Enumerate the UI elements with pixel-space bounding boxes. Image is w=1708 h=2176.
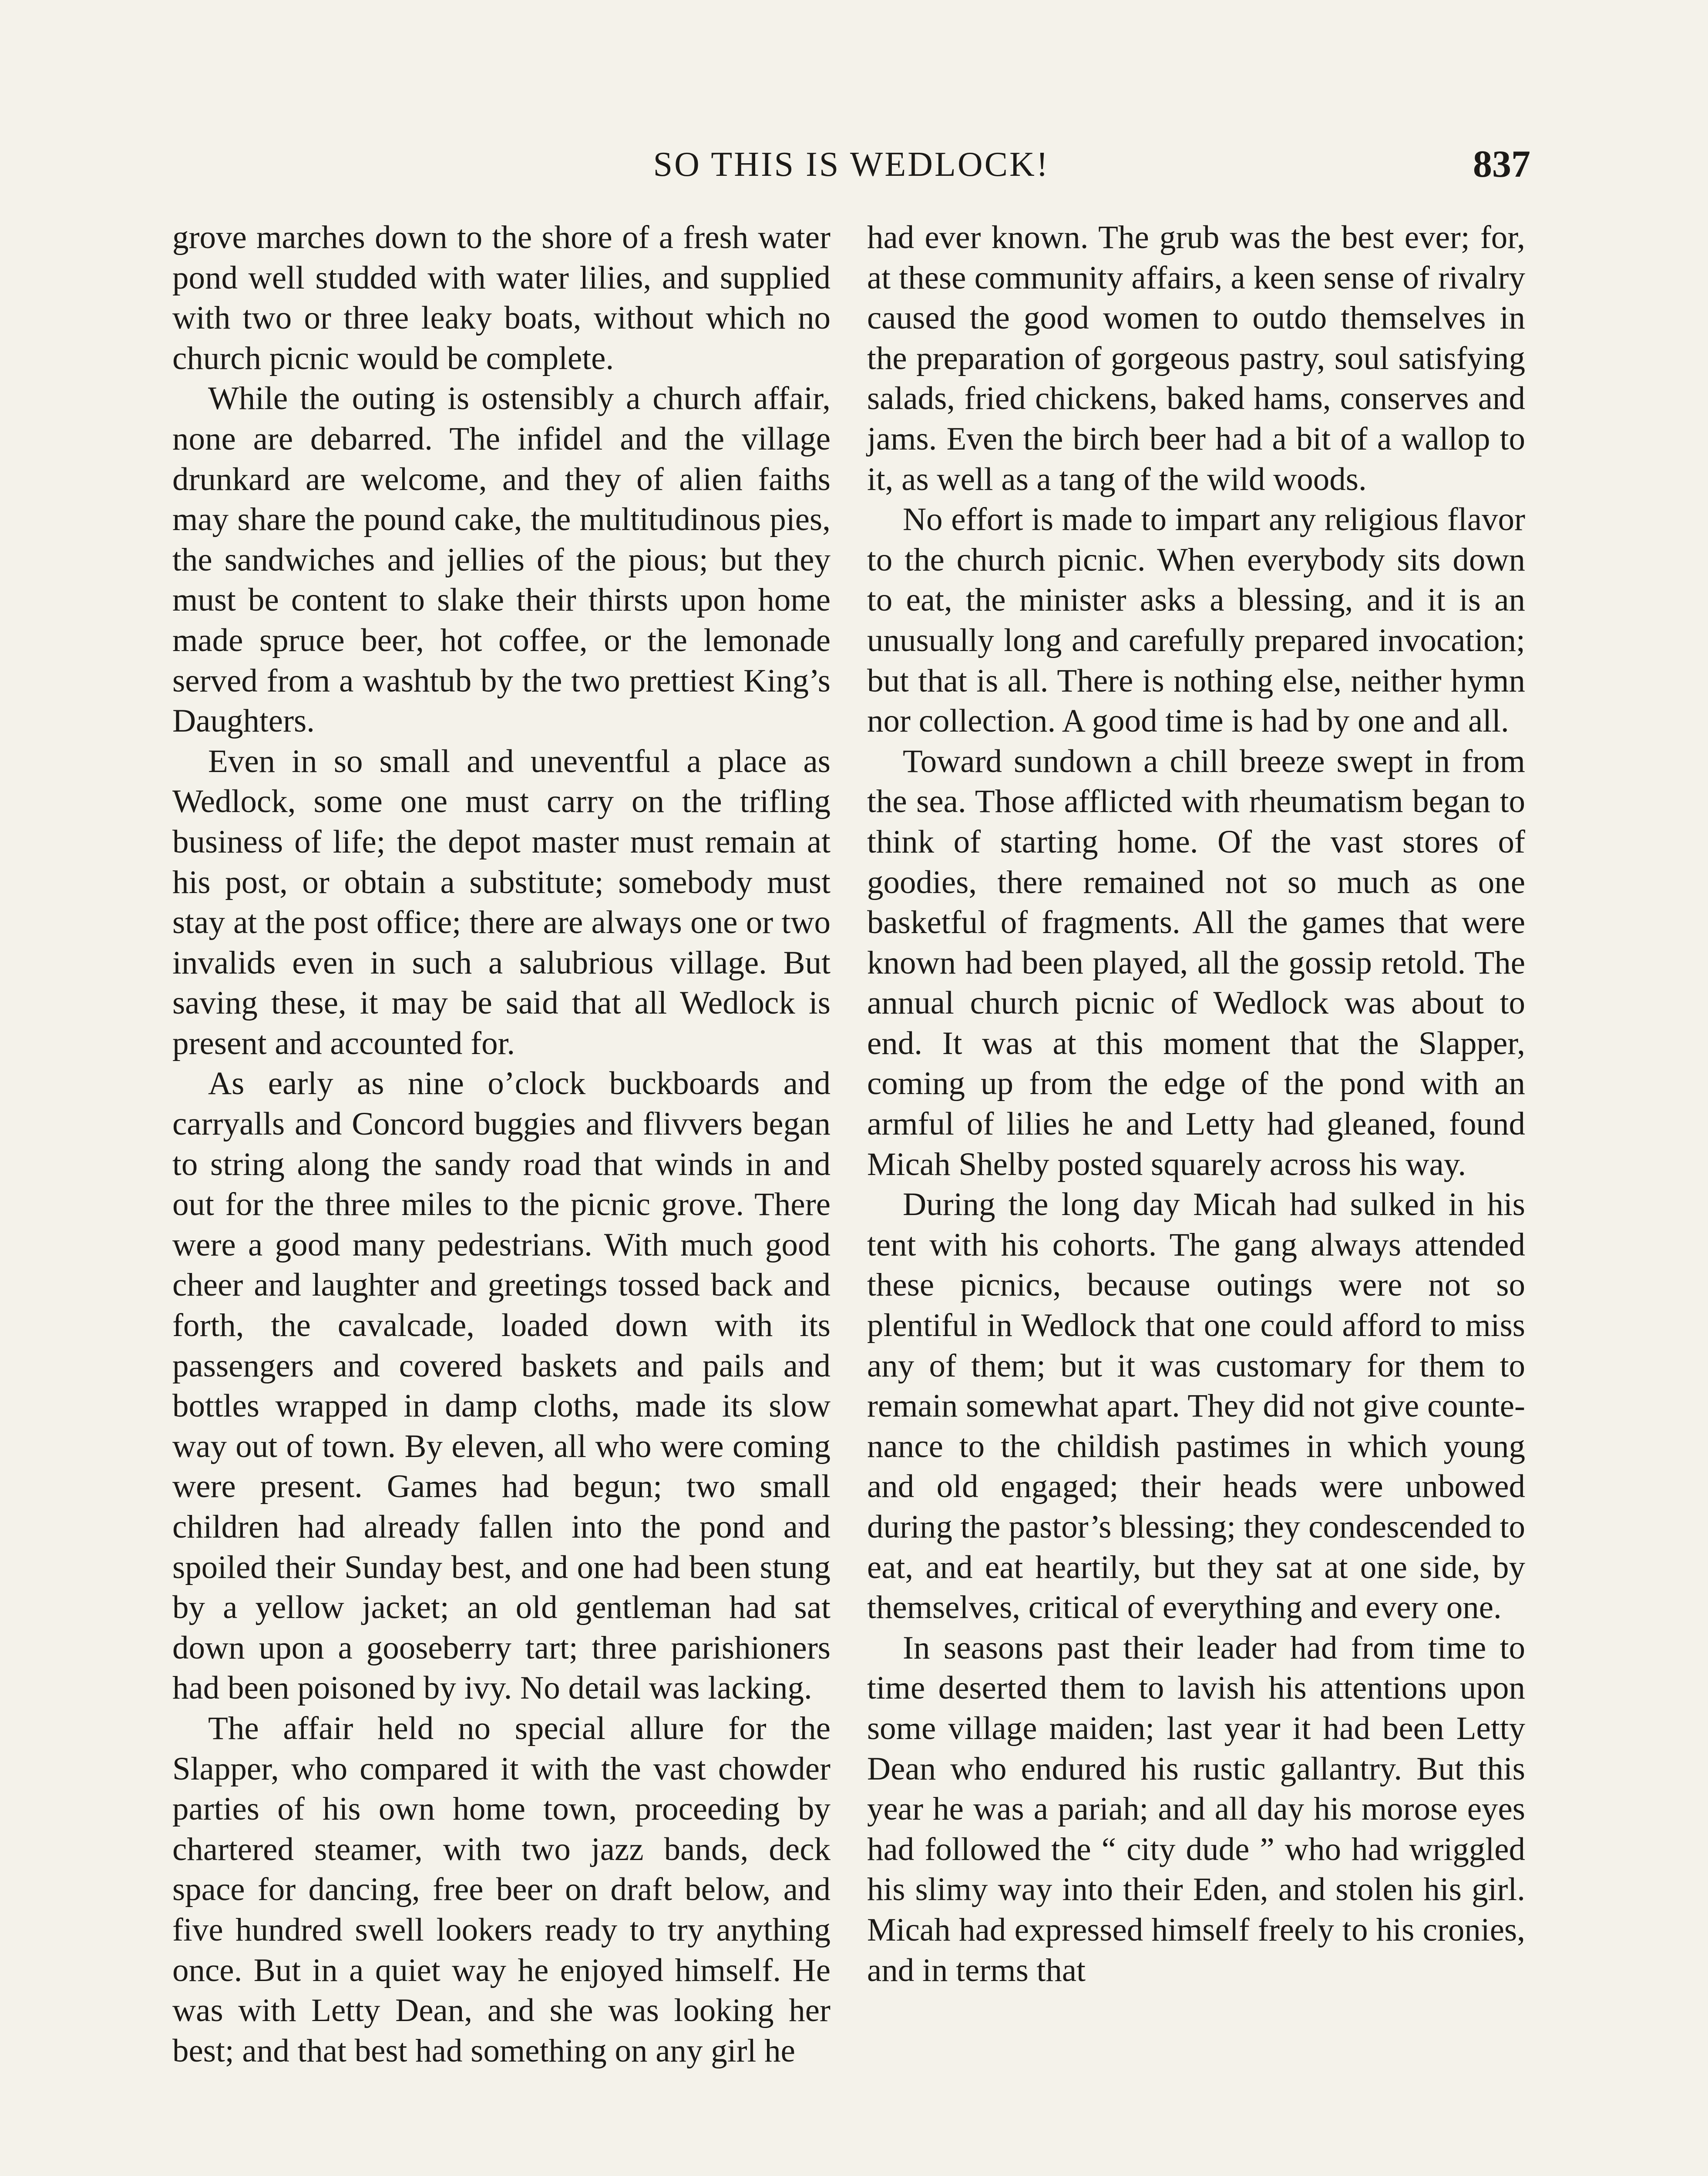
paragraph: As early as nine o’clock buckboards and carryalls and Concord buggies and flivvers began to string along the sandy road that winds in and out for the three miles to the picnic grove. There were a good many pedestrians. With much good cheer and laughter and greetings tossed back and forth, the cavalcade, loaded down with its passengers and covered baskets and pails and bottles wrapped in damp cloths, made its slow way out of town. By eleven, all who were coming were present. Games had begun; two small children had already fallen into the pond and spoiled their Sunday best, and one had been stung by a yellow jacket; an old gentleman had sat down upon a gooseberry tart; three parishioners had been poisoned by ivy. No detail was lacking.: [172, 1065, 830, 1706]
paragraph: Toward sundown a chill breeze swept in from the sea. Those afflicted with rheumatism began to think of starting home. Of the vast stores of goodies, there remained not so much as one basketful of fragments. All the games that were known had been played, all the gossip retold. The annual church picnic of Wedlock was about to end. It was at this moment that the Slapper, coming up from the edge of the pond with an armful of lilies he and Letty had gleaned, found Micah Shelby posted squarely across his way.: [867, 743, 1525, 1182]
paragraph: had ever known. The grub was the best ever; for, at these community affairs, a keen sense of rivalry caused the good women to outdo themselves in the preparation of gorgeous pastry, soul satisfying salads, fried chickens, baked hams, conserves and jams. Even the birch beer had a bit of a wallop to it, as well as a tang of the wild woods.: [867, 219, 1525, 497]
paragraph: No effort is made to impart any religious flavor to the church picnic. When everybody sits down to eat, the minister asks a blessing, and it is an unusually long and carefully prepared invocation; but that is all. There is nothing else, neither hymn nor collection. A good time is had by one and all.: [867, 501, 1525, 739]
paragraph: grove marches down to the shore of a fresh water pond well studded with water lilies, and supplied with two or three leaky boats, without which no church picnic would be complete.: [172, 219, 830, 376]
right-column: [867, 218, 1525, 1991]
paragraph: In seasons past their leader had from time to time deserted them to lavish his attentions upon some village maiden; last year it had been Letty Dean who endured his rustic gallantry. But this year he was a pariah; and all day his morose eyes had followed the “ city dude ” who had wriggled his slimy way into their Eden, and stolen his girl. Micah had expressed himself freely to his cronies, and in terms that: [867, 1629, 1525, 1988]
paragraph: During the long day Micah had sulked in his tent with his cohorts. The gang always attended these picnics, because outings were not so plentiful in Wedlock that one could afford to miss any of them; but it was customary for them to remain somewhat apart. They did not give countenance to the childish pastimes in which young and old engaged; their heads were unbowed during the pastor’s blessing; they condescended to eat, and eat heartily, but they sat at one side, by themselves, critical of everything and every one.: [867, 1186, 1525, 1626]
running-title: SO THIS IS WEDLOCK!: [653, 145, 1050, 184]
left-column: [172, 218, 830, 2071]
paragraph: While the outing is ostensibly a church affair, none are debarred. The infidel and the village drunkard are welcome, and they of alien faiths may share the pound cake, the multitudinous pies, the sandwiches and jellies of the pious; but they must be content to slake their thirsts upon home made spruce beer, hot coffee, or the lemonade served from a washtub by the two prettiest King’s Daughters.: [172, 380, 830, 739]
paragraph: Even in so small and uneventful a place as Wedlock, some one must carry on the trifling business of life; the depot master must remain at his post, or obtain a substitute; somebody must stay at the post office; there are always one or two invalids even in such a salubrious village. But saving these, it may be said that all Wedlock is present and accounted for.: [172, 743, 830, 1061]
page-number: 837: [1473, 143, 1530, 185]
paragraph: The affair held no special allure for the Slapper, who compared it with the vast chowder parties of his own home town, proceeding by chartered steamer, with two jazz bands, deck space for dancing, free beer on draft below, and five hundred swell lookers ready to try anything once. But in a quiet way he enjoyed himself. He was with Letty Dean, and she was looking her best; and that best had something on any girl he: [172, 1710, 830, 2069]
running-head: [172, 138, 1530, 191]
